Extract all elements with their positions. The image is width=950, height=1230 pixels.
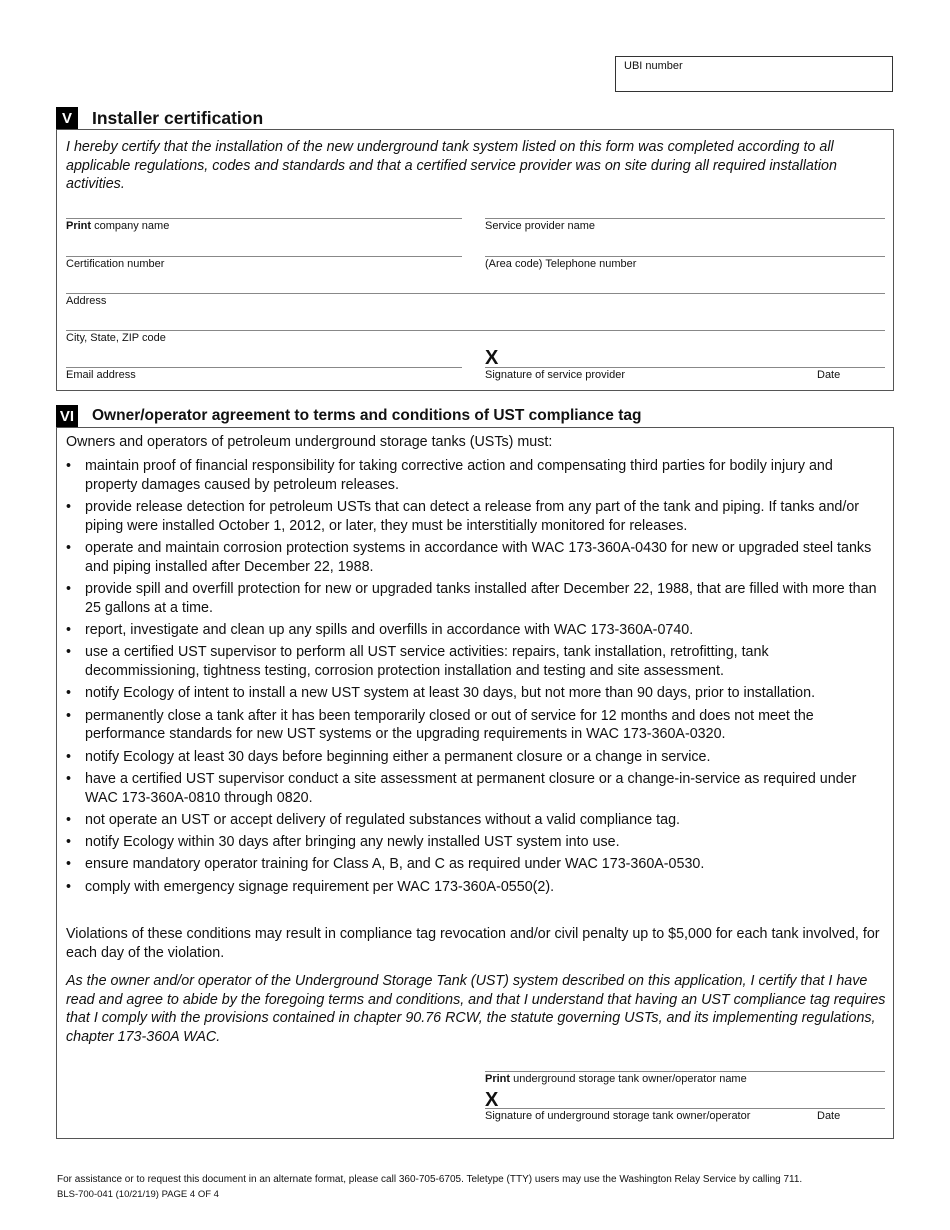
owner-name-label: underground storage tank owner/operator name (510, 1073, 747, 1085)
ubi-number-label: UBI number (624, 60, 683, 72)
section-vi-numeral: VI (56, 405, 78, 427)
list-item: • permanently close a tank after it has been temporarily closed or out of service for 12 months and does not meet the performance standards for new UST systems or the upgrading requirements in WAC 173-360A-0320. (57, 707, 893, 744)
service-provider-name-field[interactable] (485, 218, 885, 232)
company-name-label: company name (91, 220, 170, 232)
owner-operator-name-field[interactable] (485, 1071, 885, 1085)
owner-signature-label: Signature of underground storage tank owner/operator (485, 1110, 751, 1122)
ubi-number-field[interactable] (615, 56, 893, 92)
list-item: • have a certified UST supervisor conduct a site assessment at permanent closure or a change-in-service as required under WAC 173-360A-0810 through 0820. (57, 770, 893, 807)
section-v-header (56, 107, 263, 129)
list-item: • operate and maintain corrosion protection systems in accordance with WAC 173-360A-0430 for new or upgraded steel tanks and piping installed after December 22, 1988. (57, 539, 893, 576)
list-item: • notify Ecology within 30 days after bringing any newly installed UST system into use. (57, 833, 893, 852)
list-item: • maintain proof of financial responsibility for taking corrective action and compensating third parties for bodily injury and property damages caused by petroleum releases. (57, 457, 893, 494)
list-item: • provide release detection for petroleum USTs that can detect a release from any part of the tank and piping. If tanks and/or piping were installed October 1, 2012, or later, they must be interstitially monitored for releases. (57, 498, 893, 535)
service-provider-date-label: Date (817, 369, 841, 381)
section-v-numeral: V (56, 107, 78, 129)
owner-operator-agreement-box (56, 427, 894, 1139)
section-vi-title: Owner/operator agreement to terms and conditions of UST compliance tag (92, 407, 642, 424)
telephone-number-label: (Area code) Telephone number (485, 258, 637, 270)
list-item: • provide spill and overfill protection for new or upgraded tanks installed after December 22, 1988, that are filled with more than 25 gallons at a time. (57, 580, 893, 617)
service-provider-signature-label: Signature of service provider (485, 369, 626, 381)
company-name-label-bold: Print (66, 220, 92, 232)
violations-paragraph: Violations of these conditions may result in compliance tag revocation and/or civil penalty up to $5,000 for each tank involved, for each day of the violation. (66, 926, 880, 961)
owner-date-label: Date (817, 1110, 841, 1122)
telephone-number-field[interactable] (485, 256, 885, 270)
email-address-label: Email address (66, 369, 136, 381)
list-item: • notify Ecology at least 30 days before beginning either a permanent closure or a change in service. (57, 748, 893, 767)
list-item: • not operate an UST or accept delivery of regulated substances without a valid compliance tag. (57, 811, 893, 830)
service-provider-signature-x-mark: X (485, 347, 499, 369)
owner-obligations-list (57, 457, 893, 900)
city-state-zip-label: City, State, ZIP code (66, 332, 166, 344)
owner-obligations-intro: Owners and operators of petroleum underground storage tanks (USTs) must: (66, 434, 553, 450)
footer-form-id: BLS-700-041 (10/21/19) PAGE 4 OF 4 (57, 1189, 219, 1200)
city-state-zip-field[interactable] (66, 330, 885, 344)
certification-number-field[interactable] (66, 256, 462, 270)
section-vi-header (56, 405, 641, 427)
footer-assistance-text: For assistance or to request this document in an alternate format, please call 360-705-6705. Teletype (TTY) users may use the Washington Relay Service by calling 711. (57, 1174, 803, 1185)
service-provider-name-label: Service provider name (485, 220, 596, 232)
list-item: • use a certified UST supervisor to perform all UST service activities: repairs, tank installation, retrofitting, tank decommissioning, tightness testing, corrosion protection installation and testing and site assessment. (57, 643, 893, 680)
section-v-title: Installer certification (92, 107, 264, 128)
address-field[interactable] (66, 293, 885, 307)
owner-certification-statement: As the owner and/or operator of the Underground Storage Tank (UST) system described on this application, I certify that I have read and agree to abide by the foregoing terms and conditions, and that I understand that having an UST compliance tag requires that I comply with the provisions contained in chapter 90.76 RCW, the statute governing USTs, and its implementing regulations, chapter 173-360A WAC. (66, 973, 886, 1046)
owner-name-label-bold: Print (485, 1073, 511, 1085)
address-label: Address (66, 295, 107, 307)
installer-certification-statement: I hereby certify that the installation of the new underground tank system listed on this form was completed according to all applicable regulations, codes and standards and that a certified service provider was on site during all required installation activities. (66, 139, 837, 192)
company-name-field[interactable] (66, 218, 462, 232)
list-item: • notify Ecology of intent to install a new UST system at least 30 days, but not more than 90 days, prior to installation. (57, 684, 893, 703)
email-address-field[interactable] (66, 367, 462, 381)
list-item: • report, investigate and clean up any spills and overfills in accordance with WAC 173-360A-0740. (57, 621, 893, 640)
certification-number-label: Certification number (66, 258, 165, 270)
owner-signature-x-mark: X (485, 1089, 499, 1111)
list-item: • ensure mandatory operator training for Class A, B, and C as required under WAC 173-360A-0530. (57, 855, 893, 874)
installer-certification-box (56, 129, 894, 391)
list-item: • comply with emergency signage requirement per WAC 173-360A-0550(2). (57, 878, 893, 897)
